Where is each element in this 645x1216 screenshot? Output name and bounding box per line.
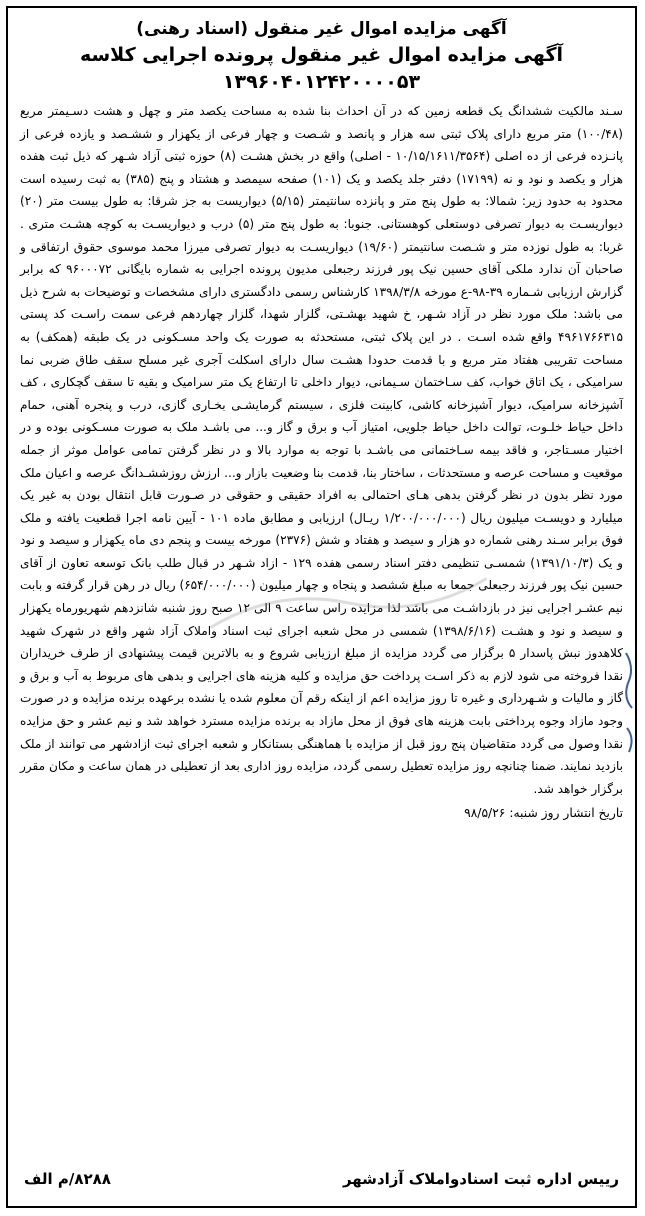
reference-code: ۸۲۸۸/م الف: [24, 1170, 111, 1188]
signature-title: رییس اداره ثبت اسنادواملاک آزادشهر: [342, 1170, 619, 1188]
notice-frame: [6, 6, 637, 1208]
case-number: ۱۳۹۶۰۴۰۱۲۴۲۰۰۰۰۵۳: [222, 71, 421, 93]
notice-title: آگهی مزایده اموال غیر منقول (اسناد رهنی): [136, 19, 507, 39]
notice-body: سـند مالکیت ششدانگ یک قطعه زمین که در آن احداث بنا شده به مساحت یکصد متر و چهل و هشت دسـیمتر مربع (۱۰۰/۴۸) متر مربع دارای پلاک ثبتی سه هزار و پانصد و شـصت و چهار فرعی از یکهزار و ششـصد و یازده فرعی از پانـزده فرعی از ده اصلی (۱۰/۱۵/۱۶۱۱/۳۵۶۴ - اصلی) واقع در بخش هشـت (۸) حوزه ثبتی آزاد شـهر که ذیل ثبت هفده هزار و یکصد و نود و نه (۱۷۱۹۹) دفتر جلد یکصد و یک (۱۰۱) صفحه سیمصد و هشتاد و پنج (۳۸۵) به ثبت رسیده است محدود به حدود زیر: شمالا: به طول پنج متر و پانزده سانتیمتر (۵/۱۵) دیواریست به جز شرقا: به طول بیست متر (۲۰) دیواریسـت به دیوار تصرفی دوستعلی کوهستانی. جنوبا: به طول پنج متر (۵) درب و دیواریسـت به کوچه هشـت متری . غربا: به طول نوزده متر و شـصت سانتیمتر (۱۹/۶۰) دیواریسـت به دیوار تصرفی میرزا محمد موسوی حقوق ارتفاقی و صاحبان آن ندارد ملکی آقای حسین نیک پور فرزند رجبعلی مدیون پرونده اجرایی به شماره بایگانی ۹۶۰۰۰۷۲ که برابر گزارش ارزیابی شـماره ۳۹-۹۸-ع مورخه ۱۳۹۸/۳/۸ کارشناس رسمی دادگستری دارای مشخصات و توضیحات به شرح ذیل می باشد: ملک مورد نظر در آزاد شـهر، خ شهید بهشـتی، گلزار شهدا، گلزار چهاردهم فرعی سمت راسـت کد پستی ۴۹۶۱۷۶۶۳۱۵ واقع شده اسـت . در این پلاک ثبتی، مستحدثه به صورت یک واحد مسـکونی در یک طبقه (همکف) به مساحت تقریبی هفتاد متر مربع و با قدمت حدودا هشـت سال دارای اسکلت آجری غیر مسلح سقف طاق ضربی نما سرامیکی ، یک اتاق خواب، کف سـاختمان سـیمانی، دیوار داخلی تا ارتفاع یک متر سرامیک و بقیه تا سقف گچکاری ، کف آشپزخانه سرامیک، دیوار آشپزخانه کاشی، کابینت فلزی ، سیستم گرمایشـی بخـاری گازی، درب و پنجره آهنی، حمام داخل حیاط خلـوت، توالت داخل حیاط جلویی، امتیاز آب و برق و گاز و... می باشـد ملک به صورت مسـکونی بوده و در اختیار مسـتاجر، و فاقد بیمه سـاختمانی می باشـد با توجه به موارد بالا و در نظر گرفتن تمامی عوامل موثر از جمله موقعیت و مساحت عرصه و مستحدثات ، ساختار بنا، قدمت بنا وضعیت بازار و... ارزش روزششـدانگ عرصه و اعیان ملک مورد نظر بدون در نظر گرفتن بدهی هـای احتمالی به افراد حقیقی و حقوقی در صـورت قابل انتقال بودن به غیر یک میلیارد و دویسـت میلیون ریال (۱/۲۰۰/۰۰۰/۰۰۰ ریـال) ارزیابی و مطابق ماده ۱۰۱ - آیین نامه اجرا قطعیت یافته و ملک فوق برابر سـند رهنی شماره دو هزار و سیصد و هفتاد و شش (۲۳۷۶) مورخه بیست و پنجم دی ماه یکهزار و سیصد و نود و یک (۱۳۹۱/۱۰/۳) شمسـی تنظیمی دفتر اسناد رسمی هفده ۱۲۹ - ازاد شـهر در قبال طلب بانک توسعه تعاون از آقای حسین نیک پور فرزند رجبعلی جمعا به مبلغ ششصد و پنجاه و چهار میلیون (۶۵۴/۰۰۰/۰۰۰) ریال در رهن قرار گرفته و بابت نیم عشـر اجرایی نیز در بازداشـت می باشد لذا مزایده راس ساعت ۹ الی ۱۲ صبح روز شنبه شانزدهم شهریورماه یکهزار و سیصد و نود و هشـت (۱۳۹۸/۶/۱۶) شمسی در محل شعبه اجرای ثبت اسناد واملاک آزاد شهر واقع در شهرک شهید کلاهدوز نبش پاسدار ۵ برگزار می گردد مزایده از مبلغ ارزیابی شروع و به بالاترین قیمت پیشنهادی از طرف خریداران نقدا فروخته می شود لازم به ذکر اسـت پرداخت حق مزایده و کلیه هزینه های اجرایی و بدهی های مربوط به آب و برق و گاز و مالیات و شـهرداری و غیره تا روز مزایده اعم از اینکه رقم آن معلوم شده یا نشده برعهده برنده مزایده و در صورت وجود مازاد وجوه پرداختی بابت هزینه های فوق از محل مازاد به برنده مزایده مسترد خواهد شد و نیم عشر و حق مزایده نقدا وصول می گردد متقاضیان پنج روز قبل از مزایده با هماهنگی بستانکار و شعبه اجرای ثبت ازادشهر می توانند از ملک بازدید نمایند. ضمنا چنانچه روز مزایده تعطیل رسمی گردد، مزایده روز اداری بعد از تعطیلی در همان ساعت و مکان مقرر برگزار خواهد شد.: [20, 104, 624, 796]
notice-content: [20, 16, 623, 1200]
notice-footer: [24, 1164, 619, 1194]
publish-date: تاریخ انتشار روز شنبه: ۹۸/۵/۲۶: [464, 806, 623, 821]
margin-scribble: [623, 648, 637, 758]
notice-subtitle: آگهی مزایده اموال غیر منقول پرونده اجرایی کلاسه: [79, 44, 564, 66]
